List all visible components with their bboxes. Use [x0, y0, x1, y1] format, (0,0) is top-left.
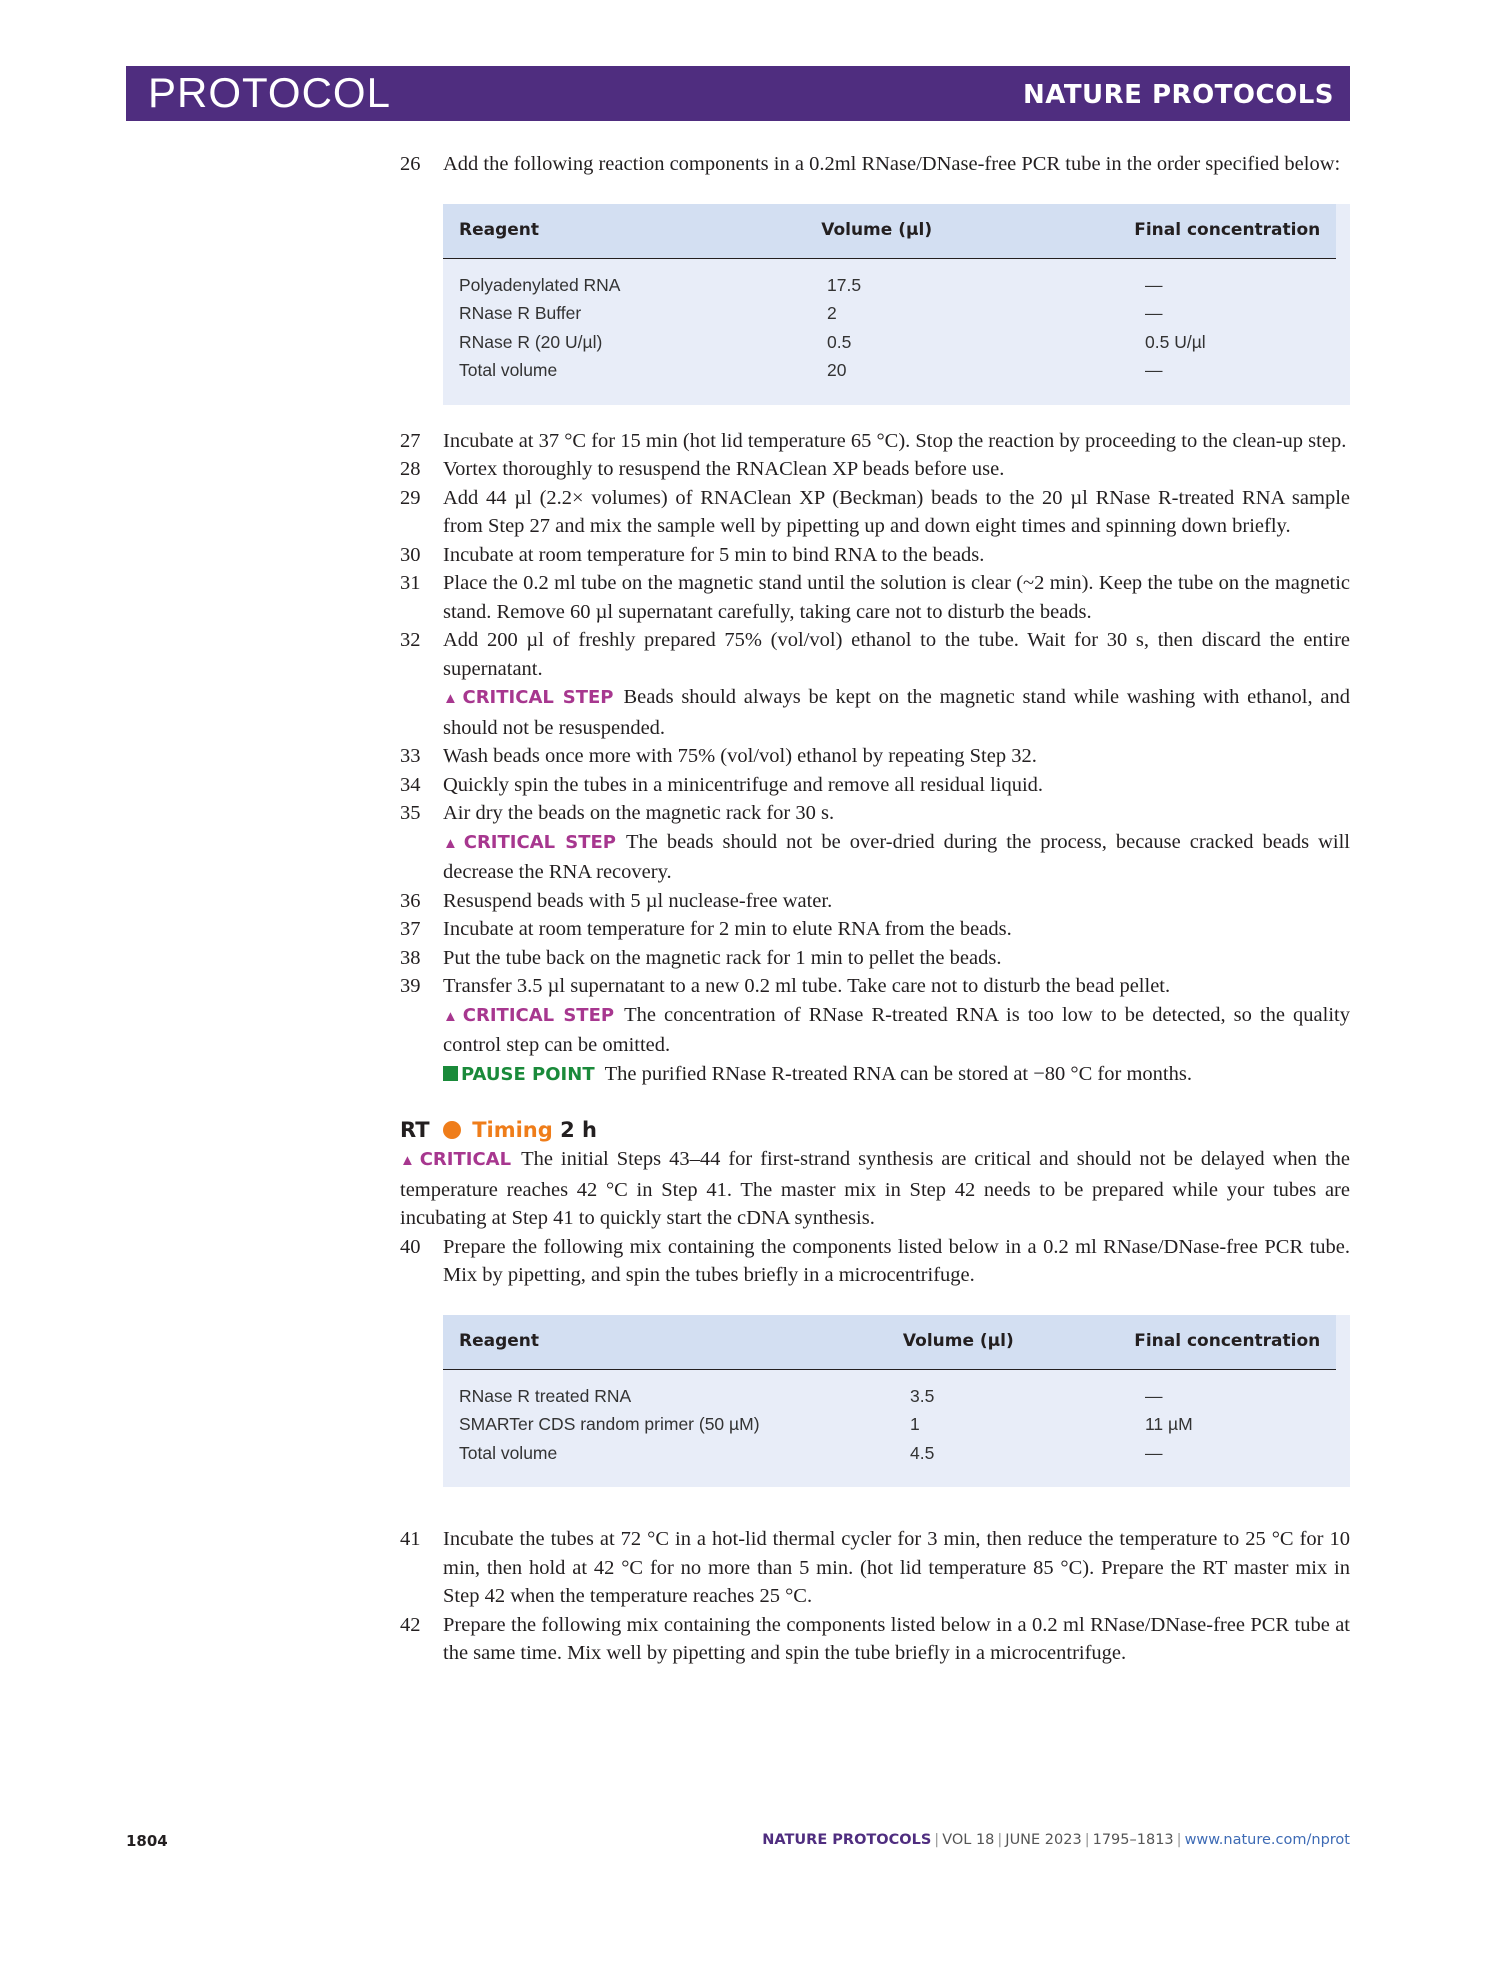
table-header-row [443, 1315, 1336, 1370]
table-row [443, 1410, 1350, 1439]
table-header-cell: Volume (µl) [821, 220, 933, 241]
step-body: Incubate the tubes at 72 °C in a hot-lid thermal cycler for 3 min, then reduce the temperature to 25 °C for 10 min, then hold at 42 °C for no more than 5 min. (hot lid temperature 85 °C). Prepare the RT master mix in Step 42 when the temperature reaches 25 °C. [443, 1528, 1350, 1607]
table-header-cell: Volume (µl) [902, 1331, 1014, 1352]
step-body: Place the 0.2 ml tube on the magnetic stand until the solution is clear (~2 min). Keep the tube on the magnetic stand. Remove 60 µl supernatant carefully, taking care not to disturb the beads. [443, 572, 1350, 623]
table-cell: RNase R treated RNA [459, 1385, 632, 1406]
table-cell: 2 [827, 303, 837, 323]
table-row [443, 1382, 1350, 1411]
table-cell: RNase R Buffer [459, 303, 582, 323]
footer-date: JUNE 2023 [1005, 1832, 1082, 1848]
main-content [400, 150, 1350, 1668]
footer-pages: 1795–1813 [1092, 1832, 1174, 1848]
critical-triangle-icon: ▲ [443, 691, 461, 707]
steps-group-b [400, 427, 1350, 1090]
table-header-cell: Reagent [459, 220, 540, 241]
reagent-table-1 [443, 204, 1350, 405]
step-text [443, 626, 1350, 742]
step-body: Put the tube back on the magnetic rack for 1 min to pellet the beads. [443, 946, 1002, 969]
protocol-step [400, 1611, 1350, 1668]
section-heading-rt [400, 1115, 1350, 1145]
table-cell: Polyadenylated RNA [459, 274, 621, 295]
table-header-cell: Final concentration [1134, 220, 1321, 241]
footer-journal: NATURE PROTOCOLS [762, 1832, 932, 1848]
step-text [443, 427, 1350, 456]
step-text [443, 569, 1350, 626]
step-text [443, 944, 1350, 973]
critical-triangle-icon: ▲ [443, 1008, 461, 1025]
step-text [443, 742, 1350, 771]
table-cell: — [1145, 1442, 1163, 1463]
table-cell: Total volume [459, 1442, 558, 1463]
steps-group-d [400, 1525, 1350, 1668]
table-cell: 0.5 U/µl [1145, 331, 1206, 352]
table-header-row [443, 204, 1336, 259]
step-text [443, 799, 1350, 887]
step-text [443, 1233, 1350, 1290]
step-body: Add 200 µl of freshly prepared 75% (vol/vol) ethanol to the tube. Wait for 30 s, then discard the entire supernatant. [443, 629, 1350, 680]
step-text [443, 484, 1350, 541]
critical-step-note [443, 1001, 1350, 1060]
critical-step-label: CRITICAL STEP [462, 1004, 615, 1026]
footer-link[interactable]: www.nature.com/nprot [1184, 1832, 1350, 1848]
pause-point-text: The purified RNase R-treated RNA can be stored at −80 °C for months. [604, 1062, 1192, 1085]
step-text [443, 915, 1350, 944]
table-cell: Total volume [459, 360, 558, 380]
step-body: Incubate at room temperature for 5 min to bind RNA to the beads. [443, 543, 985, 566]
table-cell: 1 [910, 1414, 920, 1434]
section-label: PROTOCOL [148, 69, 391, 116]
step-number: 40 [400, 1235, 421, 1258]
table-cell: RNase R (20 U/µl) [459, 331, 603, 352]
footer-volume: VOL 18 [942, 1832, 995, 1848]
protocol-step [400, 1525, 1350, 1611]
table-cell: — [1145, 360, 1163, 380]
steps-group-a [400, 150, 1350, 179]
timing-icon [443, 1121, 461, 1139]
step-text [443, 1611, 1350, 1668]
step-text [443, 1525, 1350, 1611]
critical-triangle-icon: ▲ [443, 835, 462, 852]
step-number: 36 [400, 889, 421, 912]
footer-citation: NATURE PROTOCOLS | VOL 18 | JUNE 2023 | 1795–1813 | www.nature.com/nprot [762, 1832, 1350, 1848]
step-text [443, 972, 1350, 1089]
protocol-step [400, 150, 1350, 179]
step-body: Wash beads once more with 75% (vol/vol) ethanol by repeating Step 32. [443, 745, 1037, 767]
step-text [443, 541, 1350, 570]
critical-step-text: The beads should not be over-dried during the process, because cracked beads will decrease the RNA recovery. [443, 830, 1351, 883]
protocol-step [400, 915, 1350, 944]
step-body: Vortex thoroughly to resuspend the RNAClean XP beads before use. [443, 458, 1005, 480]
table-header-cell: Reagent [459, 1331, 540, 1352]
critical-label: CRITICAL [419, 1149, 512, 1170]
protocol-step [400, 944, 1350, 973]
table-cell: 20 [827, 360, 847, 380]
protocol-step [400, 455, 1350, 484]
table-cell: SMARTer CDS random primer (50 µM) [459, 1414, 760, 1434]
timing-label: Timing [472, 1118, 553, 1142]
table-cell: 4.5 [910, 1442, 935, 1463]
table-body [443, 259, 1350, 405]
step-number: 33 [400, 745, 421, 767]
table-cell: — [1145, 274, 1163, 295]
protocol-step [400, 972, 1350, 1089]
step-number: 32 [400, 629, 421, 651]
step-number: 42 [400, 1613, 421, 1636]
protocol-step [400, 1233, 1350, 1290]
critical-step-note [443, 683, 1350, 742]
protocol-step [400, 742, 1350, 771]
critical-step-note [443, 828, 1350, 887]
step-body: Transfer 3.5 µl supernatant to a new 0.2 ml tube. Take care not to disturb the bead pellet. [443, 975, 1171, 997]
table-row [443, 356, 1350, 385]
step-body: Incubate at room temperature for 2 min to elute RNA from the beads. [443, 918, 1012, 940]
table-row [443, 299, 1350, 328]
journal-name: NATURE PROTOCOLS [1022, 80, 1334, 110]
page-number: 1804 [126, 1832, 168, 1850]
critical-step-text: Beads should always be kept on the magnetic stand while washing with ethanol, and should not be resuspended. [443, 686, 1350, 739]
critical-step-label: CRITICAL STEP [463, 831, 616, 853]
protocol-step [400, 771, 1350, 800]
timing-value: 2 h [560, 1118, 597, 1142]
critical-step-label: CRITICAL STEP [462, 687, 614, 708]
step-body: Add 44 µl (2.2× volumes) of RNAClean XP (Beckman) beads to the 20 µl RNase R-treated RNA sample from Step 27 and mix the sample well by pipetting up and down eight times and spinning down briefly. [443, 486, 1350, 537]
protocol-step [400, 427, 1350, 456]
step-number: 38 [400, 946, 421, 969]
step-number: 30 [400, 543, 421, 566]
step-text [443, 771, 1350, 800]
step-body: Prepare the following mix containing the components listed below in a 0.2 ml RNase/DNase-free PCR tube at the same time. Mix well by pipetting and spin the tube briefly in a microcentrifuge. [443, 1613, 1350, 1664]
step-body: Prepare the following mix containing the components listed below in a 0.2 ml RNase/DNase-free PCR tube. Mix by pipetting, and spin the tubes briefly in a microcentrifuge. [443, 1235, 1350, 1286]
protocol-step [400, 484, 1350, 541]
critical-triangle-icon: ▲ [400, 1153, 418, 1169]
step-body: Air dry the beads on the magnetic rack for 30 s. [443, 802, 835, 824]
step-number: 39 [400, 975, 421, 997]
table-row [443, 271, 1350, 300]
step-number: 35 [400, 802, 421, 824]
table-cell: 3.5 [910, 1385, 935, 1406]
step-body: Quickly spin the tubes in a minicentrifuge and remove all residual liquid. [443, 773, 1044, 796]
pause-point-note [443, 1060, 1350, 1090]
protocol-step [400, 541, 1350, 570]
pause-point-label: PAUSE POINT [461, 1063, 595, 1085]
step-number: 41 [400, 1528, 421, 1550]
step-body: Resuspend beads with 5 µl nuclease-free water. [443, 889, 833, 912]
table-cell: 11 µM [1145, 1414, 1193, 1434]
table-cell: — [1145, 1385, 1163, 1406]
table-cell: 17.5 [827, 274, 862, 295]
critical-step-text: The concentration of RNase R-treated RNA is too low to be detected, so the quality control step can be omitted. [443, 1003, 1350, 1056]
table-header-cell: Final concentration [1134, 1331, 1321, 1352]
step-body: Add the following reaction components in a 0.2ml RNase/DNase-free PCR tube in the order specified below: [443, 153, 1341, 175]
protocol-step [400, 799, 1350, 887]
steps-group-c [400, 1233, 1350, 1290]
table-cell: — [1145, 303, 1163, 323]
step-number: 29 [400, 486, 421, 509]
protocol-step [400, 569, 1350, 626]
step-body: Incubate at 37 °C for 15 min (hot lid temperature 65 °C). Stop the reaction by proceeding to the clean-up step. [443, 429, 1347, 452]
table-cell: 0.5 [827, 331, 852, 352]
step-number: 31 [400, 572, 421, 594]
section-critical-note [400, 1145, 1350, 1233]
step-text [443, 887, 1350, 916]
critical-text: The initial Steps 43–44 for first-strand synthesis are critical and should not be delayed when the temperature reaches 42 °C in Step 41. The master mix in Step 42 needs to be prepared while your tubes are incubating at Step 41 to quickly start the cDNA synthesis. [400, 1148, 1350, 1229]
protocol-step [400, 626, 1350, 742]
step-number: 28 [400, 458, 421, 480]
table-row [443, 328, 1350, 357]
section-title: RT [400, 1118, 430, 1142]
table-body [443, 1370, 1350, 1488]
step-number: 37 [400, 918, 421, 940]
table-row [443, 1439, 1350, 1468]
step-number: 34 [400, 773, 421, 796]
pause-square-icon [443, 1066, 458, 1081]
reagent-table-2 [443, 1315, 1350, 1488]
step-text [443, 150, 1350, 179]
header-bar [126, 66, 1350, 121]
step-text [443, 455, 1350, 484]
protocol-step [400, 887, 1350, 916]
step-number: 27 [400, 429, 421, 452]
step-number: 26 [400, 153, 421, 175]
